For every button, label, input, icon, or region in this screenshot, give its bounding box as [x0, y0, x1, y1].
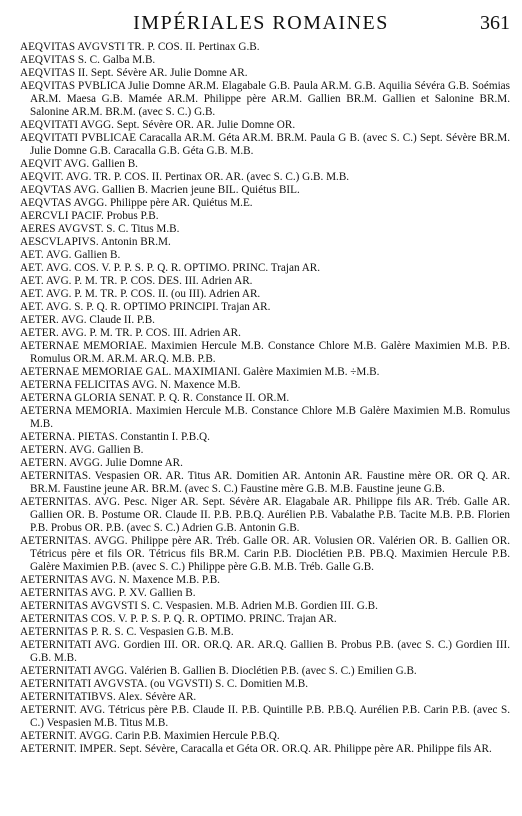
index-entry: AETERNITATI AVG. Gordien III. OR. OR.Q. AR. AR.Q. Gallien B. Probus P.B. (avec S. C.) Gordien III. G.B. M.B. [20, 639, 510, 664]
index-entry: AETERNA FELICITAS AVG. N. Maxence M.B. [20, 379, 241, 391]
index-entry: AETERN. AVGG. Julie Domne AR. [20, 457, 183, 469]
page-number: 361 [480, 12, 510, 34]
index-entry: AESCVLAPIVS. Antonin BR.M. [20, 236, 171, 248]
index-entry: AETERNIT. IMPER. Sept. Sévère, Caracalla et Géta OR. OR.Q. AR. Philippe père AR. Philippe fils AR. [20, 743, 492, 755]
index-entry: AEQVIT AVG. Gallien B. [20, 158, 138, 170]
index-entry: AETERNITAS. Vespasien OR. AR. Titus AR. Domitien AR. Antonin AR. Faustine mère OR. OR Q. AR. BR.M. Faustine jeune AR. BR.M. (avec S. C.) Faustine mère G.B. M.B. Faustine jeune G.B. [20, 470, 510, 495]
index-entry: AEQVIT. AVG. TR. P. COS. II. Pertinax OR. AR. (avec S. C.) G.B. M.B. [20, 171, 350, 183]
index-entry: AETERNITAS AVGVSTI S. C. Vespasien. M.B. Adrien M.B. Gordien III. G.B. [20, 600, 378, 612]
index-entry: AETERNA MEMORIA. Maximien Hercule M.B. Constance Chlore M.B Galère Maximien M.B. Romulus M.B. [20, 405, 510, 430]
index-entry: AETERNITAS. AVG. Pesc. Niger AR. Sept. Sévère AR. Elagabale AR. Philippe fils AR. Tréb. Galle AR. Gallien OR. B. Postume OR. Claude II. P.B. P.B.Q. Aurélien P.B. Vabalathe P.B. Tacite M.B. P.B. Florien P.B. Probus OR. P.B. (avec S. C.) Adrien G.B. Antonin G.B. [20, 496, 510, 534]
index-entry: AETERN. AVG. Gallien B. [20, 444, 144, 456]
index-entry: AETERNITAS COS. V. P. P. S. P. Q. R. OPTIMO. PRINC. Trajan AR. [20, 613, 337, 625]
index-entry: AEQVTAS AVGG. Philippe père AR. Quiétus M.E. [20, 197, 253, 209]
index-entry: AEQVTAS AVG. Gallien B. Macrien jeune BIL. Quiétus BIL. [20, 184, 300, 196]
index-entry: AETER. AVG. P. M. TR. P. COS. III. Adrien AR. [20, 327, 241, 339]
index-entry: AETERNITATI AVGVSTA. (ou VGVSTI) S. C. Domitien M.B. [20, 678, 309, 690]
index-entry: AET. AVG. P. M. TR. P. COS. DES. III. Adrien AR. [20, 275, 253, 287]
index-entry: AEQVITAS II. Sept. Sévère AR. Julie Domne AR. [20, 67, 248, 79]
index-entry: AERCVLI PACIF. Probus P.B. [20, 210, 159, 222]
index-entry: AETERNA GLORIA SENAT. P. Q. R. Constance II. OR.M. [20, 392, 290, 404]
index-entry: AETERNITAS AVG. N. Maxence M.B. P.B. [20, 574, 220, 586]
index-entry: AET. AVG. S. P. Q. R. OPTIMO PRINCIPI. Trajan AR. [20, 301, 271, 313]
index-entry: AETERNA. PIETAS. Constantin I. P.B.Q. [20, 431, 210, 443]
entry-list [20, 41, 510, 756]
index-entry: AETERNITATI AVGG. Valérien B. Gallien B. Dioclétien P.B. (avec S. C.) Emilien G.B. [20, 665, 417, 677]
index-entry: AETERNIT. AVGG. Carin P.B. Maximien Hercule P.B.Q. [20, 730, 280, 742]
index-entry: AETERNAE MEMORIAE GAL. MAXIMIANI. Galère Maximien M.B. ÷M.B. [20, 366, 380, 378]
index-entry: AEQVITATI PVBLICAE Caracalla AR.M. Géta AR.M. BR.M. Paula G B. (avec S. C.) Sept. Sévère BR.M. Julie Domne G.B. Caracalla G.B. Géta G.B. M.B. [20, 132, 510, 157]
index-entry: AET. AVG. COS. V. P. P. S. P. Q. R. OPTIMO. PRINC. Trajan AR. [20, 262, 321, 274]
index-entry: AEQVITAS S. C. Galba M.B. [20, 54, 156, 66]
index-entry: AET. AVG. Gallien B. [20, 249, 121, 261]
index-entry: AEQVITAS PVBLICA Julie Domne AR.M. Elagabale G.B. Paula AR.M. G.B. Aquilia Sévéra G.B. Soémias AR.M. Maesa G.B. Mamée AR.M. Philippe père AR.M. Gallien BR.M. Gallien et Salonine BR.M. Salonine AR.M. BR.M. (avec S. C.) G.B. [20, 80, 510, 118]
page-title: IMPÉRIALES ROMAINES [133, 12, 389, 34]
index-entry: AERES AVGVST. S. C. Titus M.B. [20, 223, 180, 235]
index-entry: AEQVITAS AVGVSTI TR. P. COS. II. Pertinax G.B. [20, 41, 260, 53]
page-header [0, 10, 522, 36]
index-entry: AEQVITATI AVGG. Sept. Sévère OR. AR. Julie Domne OR. [20, 119, 296, 131]
index-entry: AETERNITAS P. R. S. C. Vespasien G.B. M.B. [20, 626, 234, 638]
index-entry: AETER. AVG. Claude II. P.B. [20, 314, 155, 326]
index-entry: AETERNITAS. AVGG. Philippe père AR. Tréb. Galle OR. AR. Volusien OR. Valérien OR. B. Gallien OR. Tétricus père et fils OR. Tétricus fils BR.M. Carin P.B. Dioclétien P.B. PB.Q. Maximien Hercule P.B. Galère Maximien P.B. (avec S. C.) Philippe père G.B. M.B. Tréb. Galle G.B. [20, 535, 510, 573]
index-entry: AETERNITAS AVG. P. XV. Gallien B. [20, 587, 196, 599]
index-entry: AETERNITATIBVS. Alex. Sévère AR. [20, 691, 197, 703]
index-entry: AETERNIT. AVG. Tétricus père P.B. Claude II. P.B. Quintille P.B. P.B.Q. Aurélien P.B. Carin P.B. (avec S. C.) Vespasien M.B. Titus M.B. [20, 704, 510, 729]
index-entry: AET. AVG. P. M. TR. P. COS. II. (ou III). Adrien AR. [20, 288, 261, 300]
index-entry: AETERNAE MEMORIAE. Maximien Hercule M.B. Constance Chlore M.B. Galère Maximien M.B. P.B. Romulus OR.M. AR.M. AR.Q. M.B. P.B. [20, 340, 510, 365]
